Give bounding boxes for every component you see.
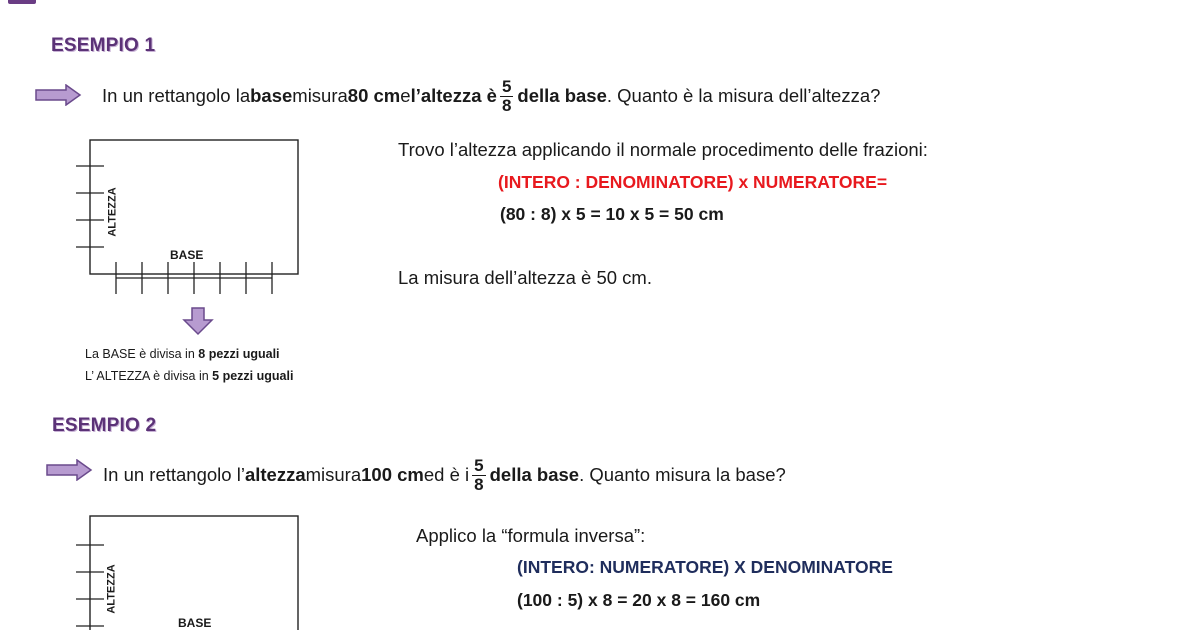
problem-text: . Quanto misura la base? <box>579 464 786 485</box>
example-1-answer: La misura dell’altezza è 50 cm. <box>398 267 652 288</box>
example-1-calculation: (80 : 8) x 5 = 10 x 5 = 50 cm <box>500 204 724 224</box>
note-text-bold: 8 pezzi uguali <box>198 347 280 361</box>
problem-text-bold: l’altezza è <box>410 85 497 106</box>
altezza-label: ALTEZZA <box>106 187 119 237</box>
problem-text-bold: base <box>250 85 293 106</box>
problem-text: . Quanto è la misura dell’altezza? <box>606 85 881 106</box>
example-2-problem <box>103 451 786 499</box>
note-text-bold: 5 pezzi uguali <box>212 369 294 383</box>
altezza-label: ALTEZZA <box>105 564 118 614</box>
top-partial-text <box>330 0 870 6</box>
top-left-decoration <box>8 0 36 4</box>
problem-text-bold: 100 cm <box>361 464 424 485</box>
note-text: L’ ALTEZZA è divisa in <box>85 369 213 383</box>
example-2-heading: ESEMPIO 2 <box>52 415 157 436</box>
problem-text-bold: altezza <box>244 464 306 485</box>
pointer-arrow-icon <box>34 84 82 106</box>
fraction-denominator: 8 <box>501 95 512 115</box>
example-1-formula: (INTERO : DENOMINATORE) x NUMERATORE= <box>498 172 888 192</box>
fraction-numerator: 5 <box>474 455 484 475</box>
note-base-divided <box>85 347 280 361</box>
fraction-numerator: 5 <box>501 76 512 96</box>
problem-text-bold: della base <box>489 464 580 485</box>
example-1-step-intro: Trovo l’altezza applicando il normale procedimento delle frazioni: <box>398 139 928 160</box>
fraction-denominator: 8 <box>474 474 484 494</box>
note-height-divided <box>85 369 293 383</box>
example-2-step-intro: Applico la “formula inversa”: <box>416 525 646 546</box>
example-1-heading: ESEMPIO 1 <box>51 35 156 56</box>
base-label: BASE <box>170 248 204 262</box>
problem-text-bold: della base <box>517 85 607 106</box>
down-arrow-icon <box>182 306 214 336</box>
problem-text-bold: 80 cm <box>347 85 401 106</box>
example-2-calculation: (100 : 5) x 8 = 20 x 8 = 160 cm <box>517 590 761 610</box>
problem-text: e <box>400 85 411 106</box>
base-label: BASE <box>178 616 212 630</box>
fraction <box>472 457 485 494</box>
example-1-problem <box>102 72 880 120</box>
problem-text: misura <box>292 85 348 106</box>
pointer-arrow-icon <box>45 459 93 481</box>
example-2-formula: (INTERO: NUMERATORE) X DENOMINATORE <box>517 557 893 577</box>
problem-text: In un rettangolo l’ <box>103 464 245 485</box>
problem-text: In un rettangolo la <box>102 85 251 106</box>
problem-text: ed è i <box>423 464 470 485</box>
problem-text: misura <box>305 464 362 485</box>
note-text: La BASE è divisa in <box>85 347 199 361</box>
fraction <box>500 78 513 115</box>
